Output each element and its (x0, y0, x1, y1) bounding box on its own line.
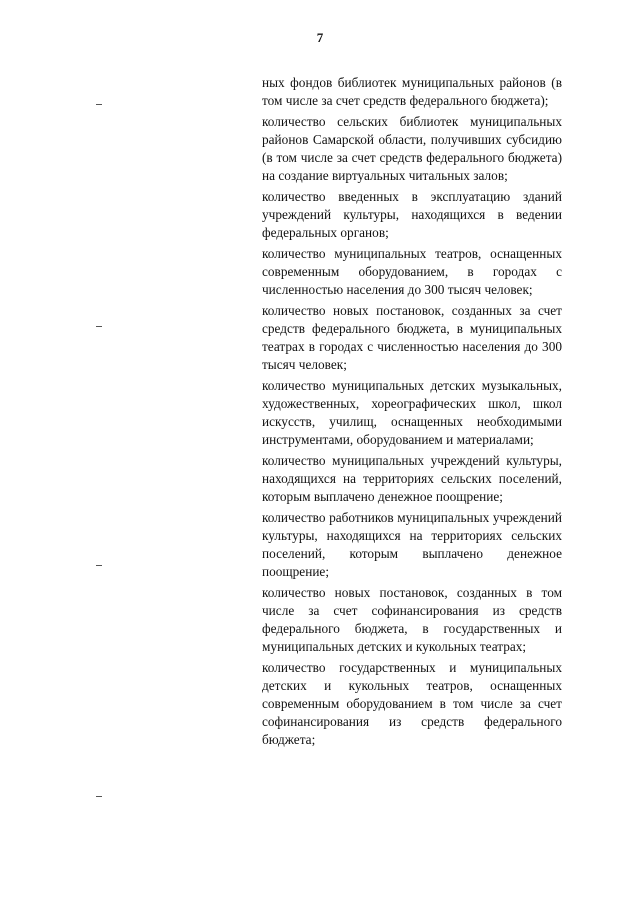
paragraph-new-productions: количество новых постановок, созданных за счет средств федерального бюджета, в муниципальных театрах в городах с численностью населения до 300 тысяч человек; (262, 303, 562, 372)
margin-mark (96, 796, 102, 797)
paragraph-rural-libraries: количество сельских библиотек муниципальных районов Самарской области, получивших субсидию (в том числе за счет средств федерального бюджета) на создание виртуальных читальных залов; (262, 114, 562, 183)
paragraph-buildings-commissioned: количество введенных в эксплуатацию зданий учреждений культуры, находящихся в ведении федеральных органов; (262, 189, 562, 240)
paragraph-rural-institutions: количество муниципальных учреждений культуры, находящихся на территориях сельских поселений, которым выплачено денежное поощрение; (262, 453, 562, 504)
paragraph-continuation: ных фондов библиотек муниципальных районов (в том числе за счет средств федерального бюджета); (262, 75, 562, 108)
page-number: 7 (316, 30, 324, 45)
margin-mark (96, 565, 102, 566)
paragraph-art-schools: количество муниципальных детских музыкальных, художественных, хореографических школ, школ искусств, училищ, оснащенных необходимыми инструментами, оборудованием и материалами; (262, 378, 562, 447)
paragraph-childrens-productions: количество новых постановок, созданных в том числе за счет софинансирования из средств федерального бюджета, в государственных и муниципальных детских и кукольных театрах; (262, 585, 562, 654)
paragraph-rural-workers: количество работников муниципальных учреждений культуры, находящихся на территориях сельских поселений, которым выплачено денежное поощрение; (262, 510, 562, 579)
paragraph-puppet-theatres: количество государственных и муниципальных детских и кукольных театров, оснащенных современным оборудованием в том числе за счет софинансирования из средств федерального бюджета; (262, 660, 562, 747)
paragraph-theatres-equipped: количество муниципальных театров, оснащенных современным оборудованием, в городах с численностью населения до 300 тысяч человек; (262, 246, 562, 297)
document-body (262, 74, 562, 752)
margin-mark (96, 326, 102, 327)
margin-mark (96, 104, 102, 105)
